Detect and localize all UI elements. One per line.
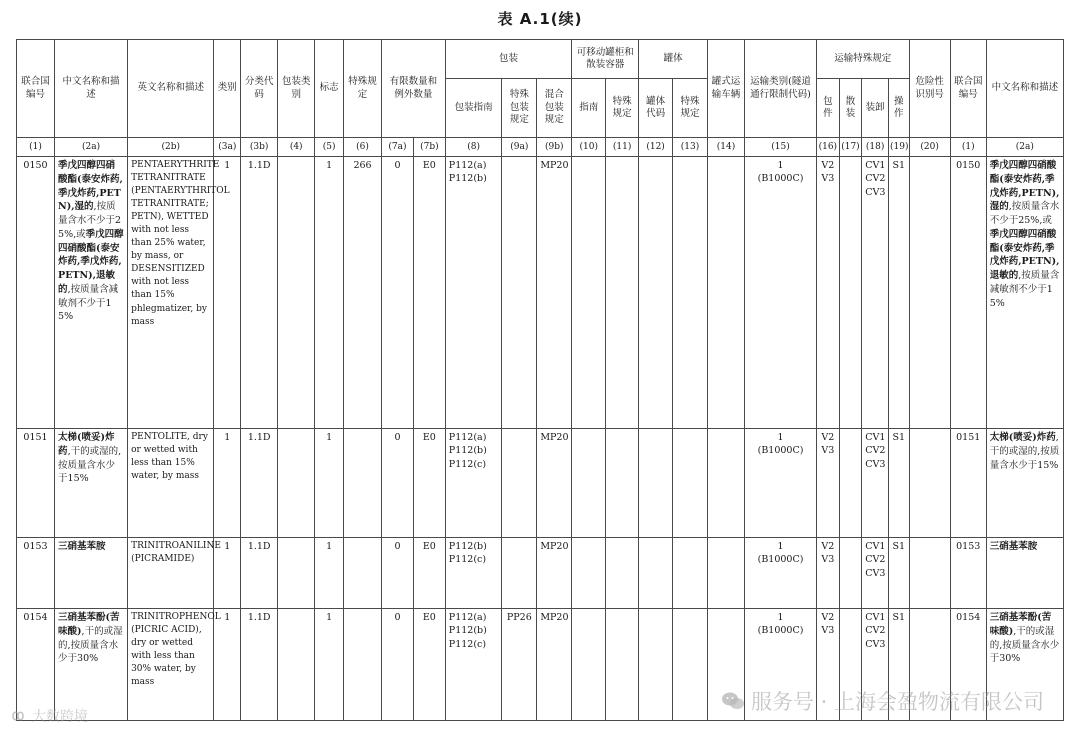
un-number: 0153: [17, 538, 55, 609]
un-number: 0150: [17, 157, 55, 429]
watermark-left: [8, 706, 88, 726]
header-transport-special: 运输特殊规定: [817, 40, 910, 79]
special-packing: [502, 429, 537, 538]
column-number: (2a): [55, 138, 128, 157]
packing-group: [278, 538, 315, 609]
ts-operation: S1: [889, 429, 910, 538]
special-provisions: [343, 538, 381, 609]
header-name-en: 英文名称和描述: [128, 40, 214, 138]
column-number: (13): [673, 138, 708, 157]
un-number-right: 0150: [950, 157, 986, 429]
name-cn-right: 季戊四醇四硝酸酯(泰安炸药,季戊炸药,PETN),湿的,按质量含水不少于25%,或季戊四醇四硝酸酯(泰安炸药,季戊炸药,PETN),退敏的,按质量含减敏剂不少于15%: [986, 157, 1063, 429]
hazard-id: [909, 538, 950, 609]
header-hazard-id: 危险性识别号: [909, 40, 950, 138]
header-transport-category: 运输类别(隧道通行限制代码): [745, 40, 817, 138]
header-class: 类别: [214, 40, 241, 138]
header-portable-tanks: 可移动罐柜和散装容器: [572, 40, 639, 79]
ts-operation: S1: [889, 538, 910, 609]
ts-packages: V2 V3: [817, 429, 840, 538]
packing-group: [278, 609, 315, 721]
watermark-text: 服务号 · 上海会盈物流有限公司: [750, 690, 1044, 714]
column-number: (19): [889, 138, 910, 157]
mixed-packing: MP20: [537, 429, 572, 538]
packing-instructions: P112(a) P112(b): [445, 157, 502, 429]
class: 1: [214, 538, 241, 609]
ts-loading: CV1 CV2 CV3: [862, 538, 889, 609]
name-en: PENTAERYTHRITE TETRANITRATE (PENTAERYTHRITOL TETRANITRATE; PETN), WETTED with not less than 25% water, by mass, or DESENSITIZED with not less than 15% phlegmatizer, by mass: [128, 157, 214, 429]
ts-loading: CV1 CV2 CV3: [862, 429, 889, 538]
transport-category: 1 (B1000C): [745, 157, 817, 429]
ts-loading: CV1 CV2 CV3: [862, 609, 889, 721]
ts-packages: V2 V3: [817, 609, 840, 721]
column-number: (7a): [382, 138, 414, 157]
tank-code: [639, 429, 673, 538]
name-cn: 季戊四醇四硝酸酯(泰安炸药,季戊炸药,PETN),湿的,按质量含水不少于25%,或季戊四醇四硝酸酯(泰安炸药,季戊炸药,PETN),退敏的,按质量含减敏剂不少于15%: [55, 157, 128, 429]
column-number: (10): [572, 138, 606, 157]
label: 1: [315, 609, 344, 721]
header-un-no: 联合国编号: [17, 40, 55, 138]
header-name-cn-right: 中文名称和描述: [986, 40, 1063, 138]
transport-category: 1 (B1000C): [745, 609, 817, 721]
header-packing-instructions: 包装指南: [445, 79, 502, 138]
label: 1: [315, 157, 344, 429]
column-number: (9a): [502, 138, 537, 157]
wechat-icon: [721, 691, 745, 711]
class: 1: [214, 157, 241, 429]
classification-code: 1.1D: [241, 538, 278, 609]
column-number: (17): [839, 138, 862, 157]
transport-category: 1 (B1000C): [745, 538, 817, 609]
column-number: (3b): [241, 138, 278, 157]
column-number: (18): [862, 138, 889, 157]
column-number: (12): [639, 138, 673, 157]
un-number-right: 0151: [950, 429, 986, 538]
transport-category: 1 (B1000C): [745, 429, 817, 538]
column-number: (1): [17, 138, 55, 157]
tank-code: [639, 609, 673, 721]
label: 1: [315, 429, 344, 538]
un-number-right: 0153: [950, 538, 986, 609]
column-number: (2a): [986, 138, 1063, 157]
header-ts-loading: 装卸: [862, 79, 889, 138]
column-number-row: [17, 138, 1064, 157]
ts-bulk: [839, 157, 862, 429]
column-number: (16): [817, 138, 840, 157]
excepted-quantity: E0: [413, 538, 445, 609]
name-cn: 三硝基苯酚(苦味酸),干的或湿的,按质量含水少于30%: [55, 609, 128, 721]
classification-code: 1.1D: [241, 609, 278, 721]
excepted-quantity: E0: [413, 609, 445, 721]
table-body: [17, 157, 1064, 721]
name-en: TRINITROPHENOL (PICRIC ACID), dry or wetted with less than 30% water, by mass: [128, 609, 214, 721]
packing-instructions: P112(b) P112(c): [445, 538, 502, 609]
mixed-packing: MP20: [537, 538, 572, 609]
header-packaging: 包装: [445, 40, 571, 79]
packing-instructions: P112(a) P112(b) P112(c): [445, 429, 502, 538]
packing-group: [278, 157, 315, 429]
header-special-provisions: 特殊规定: [343, 40, 381, 138]
limited-quantity: 0: [382, 429, 414, 538]
tank-vehicle: [708, 538, 745, 609]
hazard-id: [909, 429, 950, 538]
classification-code: 1.1D: [241, 429, 278, 538]
un-number: 0151: [17, 429, 55, 538]
column-number: (20): [909, 138, 950, 157]
column-number: (1): [950, 138, 986, 157]
ts-packages: V2 V3: [817, 538, 840, 609]
class: 1: [214, 429, 241, 538]
ts-bulk: [839, 538, 862, 609]
tank-vehicle: [708, 157, 745, 429]
special-packing: [502, 538, 537, 609]
tank-code: [639, 538, 673, 609]
pt-special: [606, 609, 639, 721]
excepted-quantity: E0: [413, 157, 445, 429]
un-number-right: 0154: [950, 609, 986, 721]
name-cn: 三硝基苯胺: [55, 538, 128, 609]
header-tanks: 罐体: [639, 40, 708, 79]
name-cn-right: 三硝基苯酚(苦味酸),干的或湿的,按质量含水少于30%: [986, 609, 1063, 721]
tank-special: [673, 538, 708, 609]
header-pt-special: 特殊规定: [606, 79, 639, 138]
table-row: [17, 538, 1064, 609]
excepted-quantity: E0: [413, 429, 445, 538]
column-number: (2b): [128, 138, 214, 157]
header-ts-packages: 包件: [817, 79, 840, 138]
un-number: 0154: [17, 609, 55, 721]
ts-loading: CV1 CV2 CV3: [862, 157, 889, 429]
dangerous-goods-table: [16, 39, 1064, 721]
header-pt-instructions: 指南: [572, 79, 606, 138]
pt-instructions: [572, 157, 606, 429]
special-provisions: [343, 609, 381, 721]
name-cn-right: 太梯(喷妥)炸药,干的或湿的,按质量含水少于15%: [986, 429, 1063, 538]
tank-special: [673, 157, 708, 429]
column-number: (5): [315, 138, 344, 157]
ts-operation: S1: [889, 157, 910, 429]
ts-operation: S1: [889, 609, 910, 721]
name-cn-right: 三硝基苯胺: [986, 538, 1063, 609]
header-row-1: [17, 40, 1064, 79]
header-ts-bulk: 散装: [839, 79, 862, 138]
watermark-left-text: 大数跨境: [32, 709, 88, 725]
pt-instructions: [572, 609, 606, 721]
header-tank-special: 特殊规定: [673, 79, 708, 138]
ts-bulk: [839, 429, 862, 538]
column-number: (11): [606, 138, 639, 157]
ts-packages: V2 V3: [817, 157, 840, 429]
watermark: [721, 686, 1044, 716]
header-tank-code: 罐体代码: [639, 79, 673, 138]
pt-special: [606, 538, 639, 609]
name-en: PENTOLITE, dry or wetted with less than 15% water, by mass: [128, 429, 214, 538]
header-ts-operation: 操作: [889, 79, 910, 138]
header-limited-excepted: 有限数量和例外数量: [382, 40, 446, 138]
tank-vehicle: [708, 429, 745, 538]
header-labels: 标志: [315, 40, 344, 138]
pt-instructions: [572, 538, 606, 609]
column-number: (7b): [413, 138, 445, 157]
tank-special: [673, 609, 708, 721]
header-classification-code: 分类代码: [241, 40, 278, 138]
limited-quantity: 0: [382, 157, 414, 429]
header-name-cn: 中文名称和描述: [55, 40, 128, 138]
limited-quantity: 0: [382, 538, 414, 609]
special-packing: PP26: [502, 609, 537, 721]
pt-instructions: [572, 429, 606, 538]
name-cn: 太梯(喷妥)炸药,干的或湿的,按质量含水少于15%: [55, 429, 128, 538]
column-number: (4): [278, 138, 315, 157]
pt-special: [606, 157, 639, 429]
header-tank-vehicle: 罐式运输车辆: [708, 40, 745, 138]
special-provisions: 266: [343, 157, 381, 429]
packing-instructions: P112(a) P112(b) P112(c): [445, 609, 502, 721]
class: 1: [214, 609, 241, 721]
column-number: (3a): [214, 138, 241, 157]
tank-special: [673, 429, 708, 538]
column-number: (8): [445, 138, 502, 157]
header-mixed-packing: 混合包装规定: [537, 79, 572, 138]
tank-code: [639, 157, 673, 429]
header-packing-group: 包装类别: [278, 40, 315, 138]
label: 1: [315, 538, 344, 609]
packing-group: [278, 429, 315, 538]
special-provisions: [343, 429, 381, 538]
hazard-id: [909, 157, 950, 429]
table-row: [17, 429, 1064, 538]
column-number: (14): [708, 138, 745, 157]
page-title: 表 A.1(续): [497, 10, 583, 28]
header-un-no-right: 联合国编号: [950, 40, 986, 138]
mixed-packing: MP20: [537, 609, 572, 721]
pt-special: [606, 429, 639, 538]
mixed-packing: MP20: [537, 157, 572, 429]
column-number: (15): [745, 138, 817, 157]
column-number: (9b): [537, 138, 572, 157]
special-packing: [502, 157, 537, 429]
name-en: TRINITROANILINE (PICRAMIDE): [128, 538, 214, 609]
table-row: [17, 157, 1064, 429]
column-number: (6): [343, 138, 381, 157]
infinity-logo-icon: [8, 709, 28, 723]
limited-quantity: 0: [382, 609, 414, 721]
classification-code: 1.1D: [241, 157, 278, 429]
header-special-packing: 特殊包装规定: [502, 79, 537, 138]
